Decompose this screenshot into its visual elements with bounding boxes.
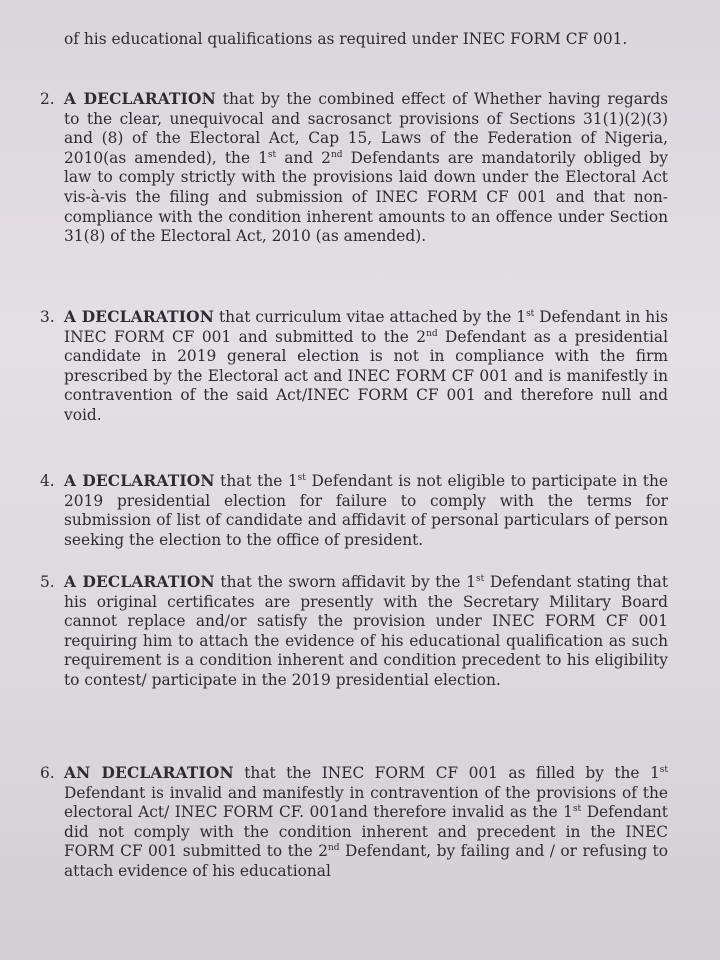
declaration-item-6 [40,764,668,882]
item-text: that the 1st Defendant is not eligible to participate in the 2019 presidential election for failure to comply with the terms for submission of list of candidate and affidavit of personal particulars of person seeking the election to the office of president. [64,472,668,549]
declaration-item-2 [40,90,668,247]
item-number: 2. [40,90,55,108]
item-number: 3. [40,308,55,326]
item-lead: A DECLARATION [64,573,215,591]
item-text: that by the combined effect of Whether having regards to the clear, unequivocal and sacrosanct provisions of Sections 31(1)(2)(3) and (8) of the Electoral Act, Cap 15, Laws of the Federation of Nigeria, 2010(as amended), the 1st and 2nd Defendants are mandatorily obliged by law to comply strictly with the provisions laid down under the Electoral Act vis-à-vis the filing and submission of INEC FORM CF 001 and that non-compliance with the condition inherent amounts to an offence under Section 31(8) of the Electoral Act, 2010 (as amended). [64,90,668,246]
item-text: that the INEC FORM CF 001 as filled by the 1st Defendant is invalid and manifestly in contravention of the provisions of the electoral Act/ INEC FORM CF. 001and therefore invalid as the 1st Defendant did not comply with the condition inherent and precedent in the INEC FORM CF 001 submitted to the 2nd Defendant, by failing and / or refusing to attach evidence of his educational [64,764,668,880]
item-lead: A DECLARATION [64,90,216,108]
declaration-item-3 [40,308,668,426]
intro-text: of his educational qualifications as required under INEC FORM CF 001. [64,30,628,48]
item-number: 4. [40,472,55,490]
item-number: 5. [40,573,55,591]
declaration-item-4 [40,472,668,550]
intro-paragraph [40,30,668,50]
item-lead: A DECLARATION [64,308,215,326]
item-text: that the sworn affidavit by the 1st Defendant stating that his original certificates are presently with the Secretary Military Board cannot replace and/or satisfy the provision under INEC FORM CF 001 requiring him to attach the evidence of his educational qualification as such requirement is a condition inherent and condition precedent to his eligibility to contest/ participate in the 2019 presidential election. [64,573,669,689]
declaration-item-5 [40,573,668,691]
item-lead: AN DECLARATION [64,764,234,782]
item-lead: A DECLARATION [64,472,215,490]
item-number: 6. [40,764,55,782]
item-text: that curriculum vitae attached by the 1st Defendant in his INEC FORM CF 001 and submitted to the 2nd Defendant as a presidential candidate in 2019 general election is not in compliance with the firm prescribed by the Electoral act and INEC FORM CF 001 and is manifestly in contravention of the said Act/INEC FORM CF 001 and therefore null and void. [64,308,668,424]
